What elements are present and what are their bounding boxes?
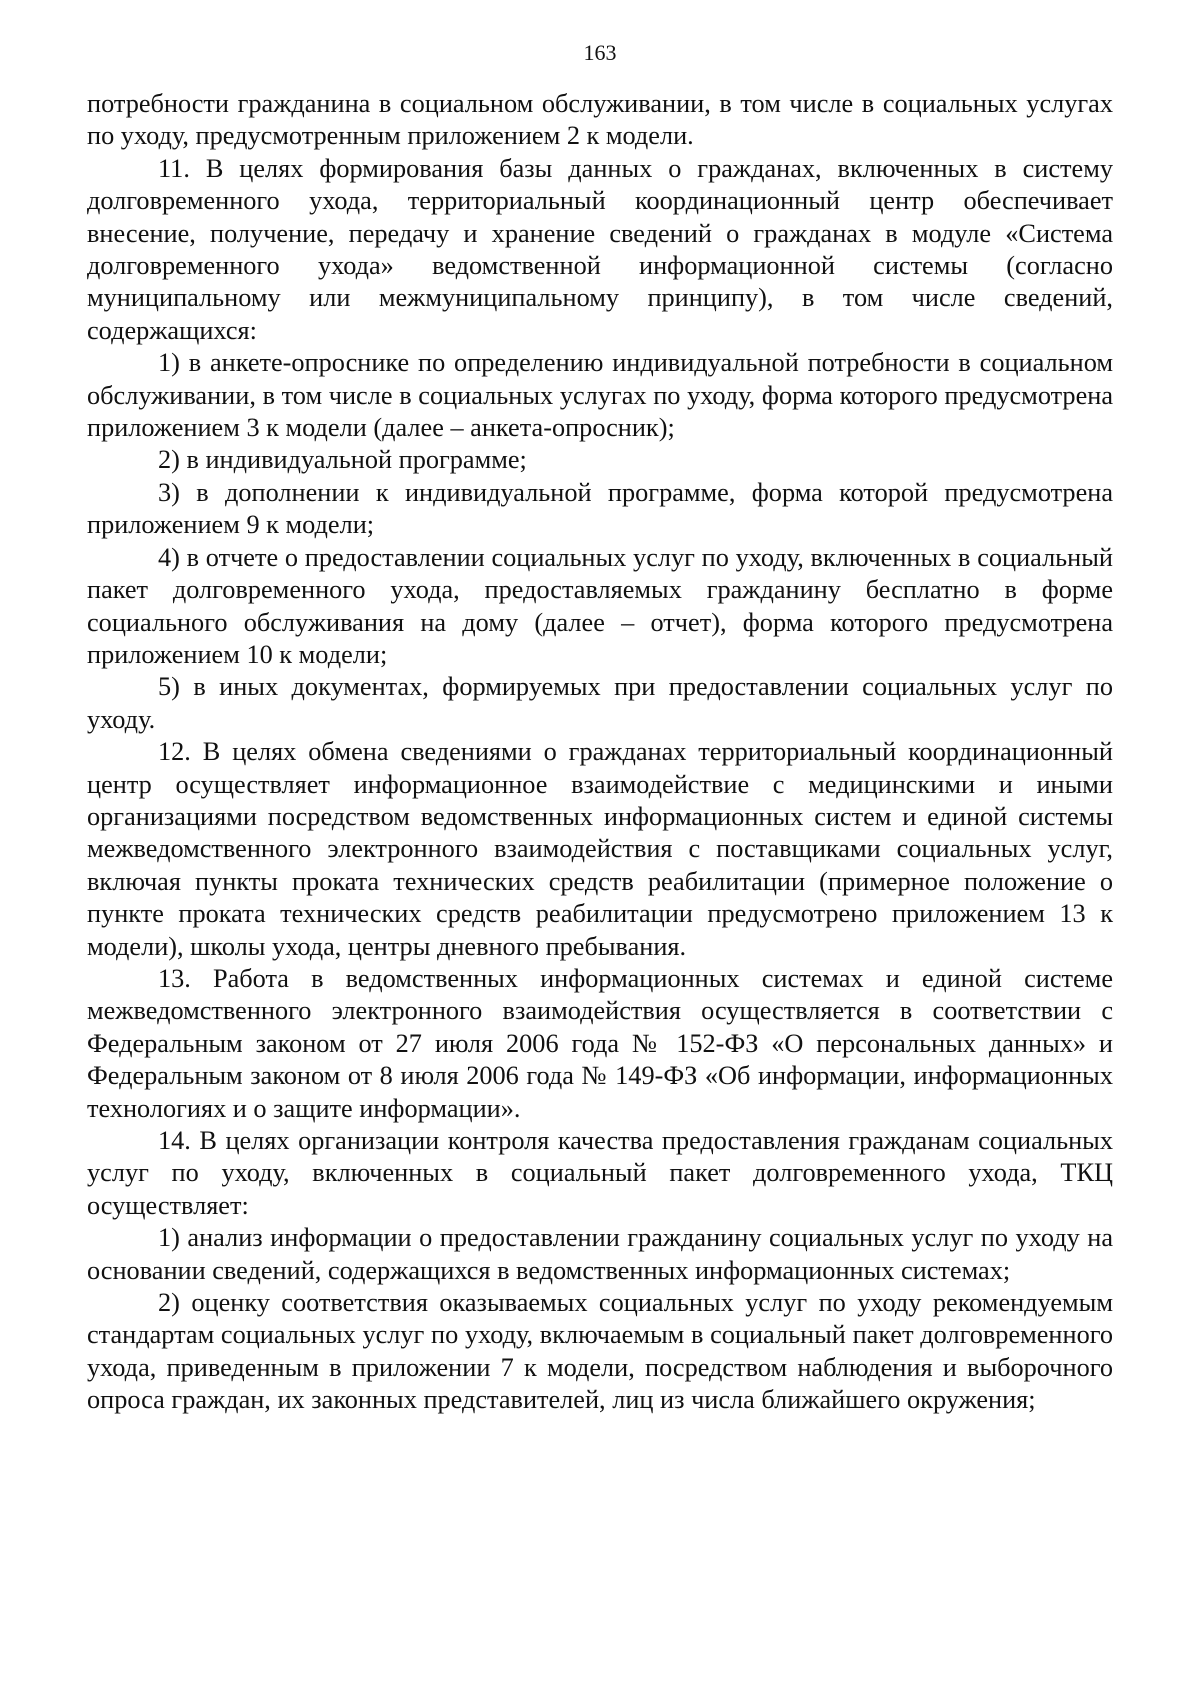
paragraph-continuation: потребности гражданина в социальном обслуживании, в том числе в социальных услугах по уходу, предусмотренным приложением 2 к модели. <box>87 89 1113 151</box>
document-page <box>87 40 1113 1417</box>
paragraph-item-14: 14. В целях организации контроля качества предоставления гражданам социальных услуг по уходу, включенных в социальный пакет долговременного ухода, ТКЦ осуществляет: <box>87 1126 1113 1220</box>
subitem-11-1: 1) в анкете-опроснике по определению индивидуальной потребности в социальном обслуживании, в том числе в социальных услугах по уходу, форма которого предусмотрена приложением 3 к модели (далее – анкета-опросник); <box>87 348 1113 443</box>
paragraph-item-12: 12. В целях обмена сведениями о гражданах территориальный координационный центр осуществляет информационное взаимодействие с медицинскими и иными организациями посредством ведомственных информационных систем и единой системы межведомственного электронного взаимодействия с поставщиками социальных услуг, включая пункты проката технических средств реабилитации (примерное положение о пункте проката технических средств реабилитации предусмотрено приложением 13 к модели), школы ухода, центры дневного пребывания. <box>87 737 1113 961</box>
page-number: 163 <box>583 40 617 65</box>
subitem-11-3: 3) в дополнении к индивидуальной программе, форма которой предусмотрена приложением 9 к модели; <box>87 477 1113 540</box>
paragraph-item-13: 13. Работа в ведомственных информационных системах и единой системе межведомственного электронного взаимодействия осуществляется в соответствии с Федеральным законом от 27 июля 2006 года № 152-ФЗ «О персональных данных» и Федеральным законом от 8 июля 2006 года № 149-ФЗ «Об информации, информационных технологиях и о защите информации». <box>87 963 1113 1123</box>
subitem-11-2: 2) в индивидуальной программе; <box>158 445 527 475</box>
subitem-11-4: 4) в отчете о предоставлении социальных услуг по уходу, включенных в социальный пакет долговременного ухода, предоставляемых гражданину бесплатно в форме социального обслуживания на дому (далее – отчет), форма которого предусмотрена приложением 10 к модели; <box>87 542 1113 669</box>
subitem-14-2: 2) оценку соответствия оказываемых социальных услуг по уходу рекомендуемым стандартам социальных услуг по уходу, включаемым в социальный пакет долговременного ухода, приведенным в приложении 7 к модели, посредством наблюдения и выборочного опроса граждан, их законных представителей, лиц из числа ближайшего окружения; <box>87 1288 1113 1415</box>
subitem-11-5: 5) в иных документах, формируемых при предоставлении социальных услуг по уходу. <box>87 672 1113 734</box>
subitem-14-1: 1) анализ информации о предоставлении гражданину социальных услуг по уходу на основании сведений, содержащихся в ведомственных информационных системах; <box>87 1223 1113 1285</box>
document-body <box>87 88 1113 1417</box>
paragraph-item-11: 11. В целях формирования базы данных о гражданах, включенных в систему долговременного ухода, территориальный координационный центр обеспечивает внесение, получение, передачу и хранение сведений о гражданах в модуле «Система долговременного ухода» ведомственной информационной системы (согласно муниципальному или межмуниципальному принципу), в том числе сведений, содержащихся: <box>87 153 1113 345</box>
